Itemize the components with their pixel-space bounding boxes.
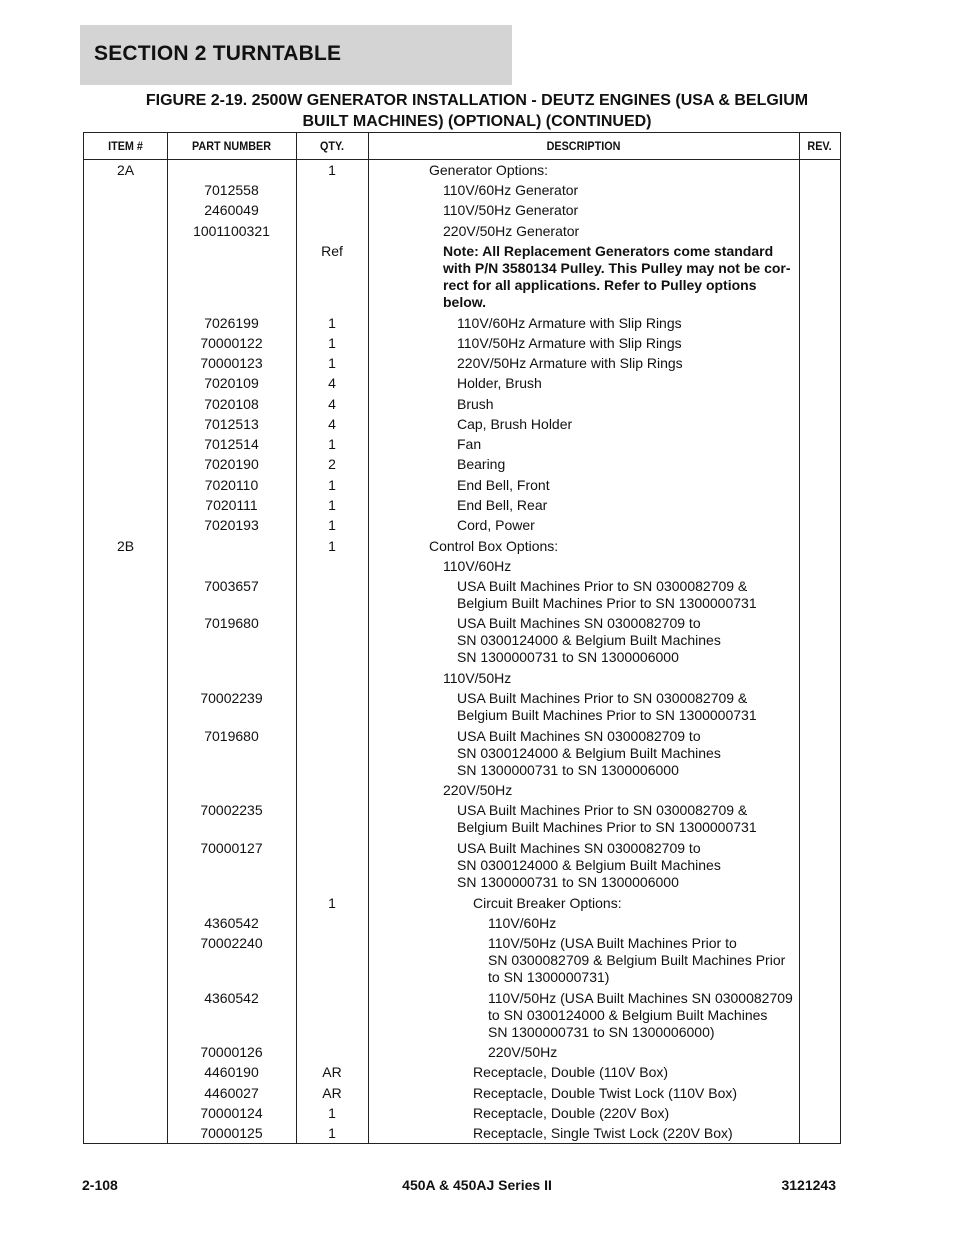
part-number: 7020110 [204, 477, 259, 493]
description [457, 315, 817, 332]
quantity: 1 [328, 895, 336, 911]
description [488, 915, 848, 932]
description-line: USA Built Machines SN 0300082709 to [457, 728, 701, 744]
part-number: 70000122 [200, 335, 263, 351]
description-line: Brush [457, 396, 494, 412]
item-number: 2B [116, 538, 135, 554]
description-line: Cord, Power [457, 517, 535, 533]
description [443, 670, 803, 687]
quantity: 4 [328, 416, 336, 432]
description-line: with P/N 3580134 Pulley. This Pulley may not be cor- [443, 260, 791, 276]
part-number: 7012513 [204, 416, 259, 432]
document-number: 3121243 [781, 1177, 836, 1193]
quantity: 1 [328, 315, 336, 331]
col-header-part-number: PART NUMBER [191, 139, 272, 153]
part-number: 70000124 [200, 1105, 263, 1121]
col-header-description: DESCRIPTION [546, 139, 621, 153]
description-line: USA Built Machines SN 0300082709 to [457, 615, 701, 631]
description-line: 110V/50Hz Armature with Slip Rings [457, 335, 682, 351]
col-header-item: ITEM # [108, 139, 143, 153]
description [429, 538, 789, 555]
quantity: 4 [328, 396, 336, 412]
description-line: 110V/50Hz Generator [443, 202, 579, 218]
description [473, 1105, 833, 1122]
part-number: 1001100321 [193, 223, 270, 239]
figure-title-line-2: BUILT MACHINES) (OPTIONAL) (CONTINUED) [302, 113, 652, 130]
description-line: Control Box Options: [429, 538, 559, 554]
description [488, 935, 848, 986]
description-line: to SN 0300124000 & Belgium Built Machines [488, 1007, 768, 1023]
section-title: SECTION 2 TURNTABLE [94, 42, 342, 65]
description [488, 990, 848, 1041]
description [443, 223, 803, 240]
part-number: 7019680 [204, 728, 259, 744]
description-line: SN 1300000731 to SN 1300006000 [457, 649, 679, 665]
part-number: 7026199 [204, 315, 259, 331]
description-line: 110V/50Hz (USA Built Machines SN 0300082709 [488, 990, 793, 1006]
description-line: Holder, Brush [457, 375, 542, 391]
description [473, 1064, 833, 1081]
quantity: 1 [328, 335, 336, 351]
part-number: 7020193 [204, 517, 259, 533]
description-line: 110V/60Hz Armature with Slip Rings [457, 315, 682, 331]
description [443, 782, 803, 799]
description-line: Fan [457, 436, 482, 452]
description [429, 162, 789, 179]
description-line: USA Built Machines SN 0300082709 to [457, 840, 701, 856]
part-number: 7020109 [204, 375, 259, 391]
col-header-rev: REV. [807, 139, 832, 153]
description-line: Receptacle, Single Twist Lock (220V Box) [473, 1125, 733, 1141]
description-line: Belgium Built Machines Prior to SN 1300000731 [457, 707, 757, 723]
item-number: 2A [116, 162, 135, 178]
description-line: Cap, Brush Holder [457, 416, 573, 432]
description-line: SN 1300000731 to SN 1300006000 [457, 874, 679, 890]
description [457, 615, 817, 666]
description [457, 517, 817, 534]
quantity: 1 [328, 355, 336, 371]
description-line: Generator Options: [429, 162, 549, 178]
description-line: Circuit Breaker Options: [473, 895, 622, 911]
part-number: 7003657 [204, 578, 259, 594]
description-line: 110V/50Hz [443, 670, 512, 686]
quantity: 1 [328, 497, 336, 513]
description [443, 202, 803, 219]
model-name: 450A & 450AJ Series II [402, 1177, 552, 1193]
description [473, 1125, 833, 1142]
description [457, 690, 817, 724]
description-line: SN 0300082709 & Belgium Built Machines Prior [488, 952, 786, 968]
description-line: End Bell, Rear [457, 497, 548, 513]
description-line: Bearing [457, 456, 506, 472]
description [488, 1044, 848, 1061]
quantity: 1 [328, 1125, 336, 1141]
part-number: 4460027 [204, 1085, 259, 1101]
part-number: 70000127 [200, 840, 263, 856]
section-banner [80, 25, 512, 85]
part-number: 7020190 [204, 456, 259, 472]
part-number: 7012558 [204, 182, 259, 198]
quantity: 1 [328, 538, 336, 554]
quantity: 1 [328, 477, 336, 493]
description-line: USA Built Machines Prior to SN 0300082709 & [457, 802, 748, 818]
quantity: AR [322, 1085, 342, 1101]
description-line: Note: All Replacement Generators come standard [443, 243, 774, 259]
description-line: 110V/60Hz [443, 558, 512, 574]
page-number: 2-108 [82, 1177, 118, 1193]
description-line: SN 1300000731 to SN 1300006000) [488, 1024, 715, 1040]
quantity: 1 [328, 162, 336, 178]
part-number: 4360542 [204, 990, 259, 1006]
description [457, 375, 817, 392]
description [457, 840, 817, 891]
description-note [443, 243, 803, 311]
quantity: AR [322, 1064, 342, 1080]
part-number: 70000123 [200, 355, 263, 371]
part-number: 4460190 [204, 1064, 259, 1080]
quantity: 4 [328, 375, 336, 391]
description [457, 355, 817, 372]
part-number: 4360542 [204, 915, 259, 931]
quantity: 1 [328, 517, 336, 533]
description-line: SN 0300124000 & Belgium Built Machines [457, 745, 721, 761]
quantity: Ref [321, 243, 343, 259]
description [457, 728, 817, 779]
description [457, 497, 817, 514]
part-number: 70002239 [200, 690, 263, 706]
figure-title [82, 90, 872, 132]
col-header-qty: QTY. [319, 139, 344, 153]
parts-table [83, 132, 841, 1144]
description-line: 110V/60Hz Generator [443, 182, 579, 198]
description-line: Receptacle, Double (220V Box) [473, 1105, 670, 1121]
description [457, 396, 817, 413]
description [457, 477, 817, 494]
description-line: Receptacle, Double Twist Lock (110V Box) [473, 1085, 738, 1101]
description [457, 436, 817, 453]
part-number: 7020108 [204, 396, 259, 412]
description-line: SN 0300124000 & Belgium Built Machines [457, 632, 721, 648]
description [457, 335, 817, 352]
description [443, 182, 803, 199]
description-line: Belgium Built Machines Prior to SN 1300000731 [457, 819, 757, 835]
column-divider [368, 133, 369, 1143]
part-number: 7012514 [204, 436, 259, 452]
description-line: 220V/50Hz [488, 1044, 558, 1060]
description-line: rect for all applications. Refer to Pulley options [443, 277, 757, 293]
description-line: Belgium Built Machines Prior to SN 1300000731 [457, 595, 757, 611]
description-line: 220V/50Hz [443, 782, 513, 798]
description [457, 416, 817, 433]
description-line: Receptacle, Double (110V Box) [473, 1064, 669, 1080]
header-divider [84, 159, 840, 160]
part-number: 2460049 [204, 202, 259, 218]
quantity: 2 [328, 456, 336, 472]
part-number: 7020111 [205, 497, 258, 513]
description-line: 110V/60Hz [488, 915, 557, 931]
description-line: 220V/50Hz Generator [443, 223, 580, 239]
description [457, 456, 817, 473]
description-line: to SN 1300000731) [488, 969, 610, 985]
quantity: 1 [328, 436, 336, 452]
description [457, 578, 817, 612]
part-number: 70002235 [200, 802, 263, 818]
part-number: 70000125 [200, 1125, 263, 1141]
description-line: 220V/50Hz Armature with Slip Rings [457, 355, 683, 371]
description-line: SN 0300124000 & Belgium Built Machines [457, 857, 721, 873]
description [473, 1085, 833, 1102]
column-divider [296, 133, 297, 1143]
part-number: 70000126 [200, 1044, 263, 1060]
description [443, 558, 803, 575]
part-number: 7019680 [204, 615, 259, 631]
description-line: End Bell, Front [457, 477, 550, 493]
description-line: SN 1300000731 to SN 1300006000 [457, 762, 679, 778]
description-line: 110V/50Hz (USA Built Machines Prior to [488, 935, 737, 951]
description-line: USA Built Machines Prior to SN 0300082709 & [457, 690, 748, 706]
description-line: USA Built Machines Prior to SN 0300082709 & [457, 578, 748, 594]
quantity: 1 [328, 1105, 336, 1121]
description [457, 802, 817, 836]
description-line: below. [443, 294, 487, 310]
description [473, 895, 833, 912]
figure-title-line-1: FIGURE 2-19. 2500W GENERATOR INSTALLATION - DEUTZ ENGINES (USA & BELGIUM [145, 92, 809, 109]
part-number: 70002240 [200, 935, 263, 951]
